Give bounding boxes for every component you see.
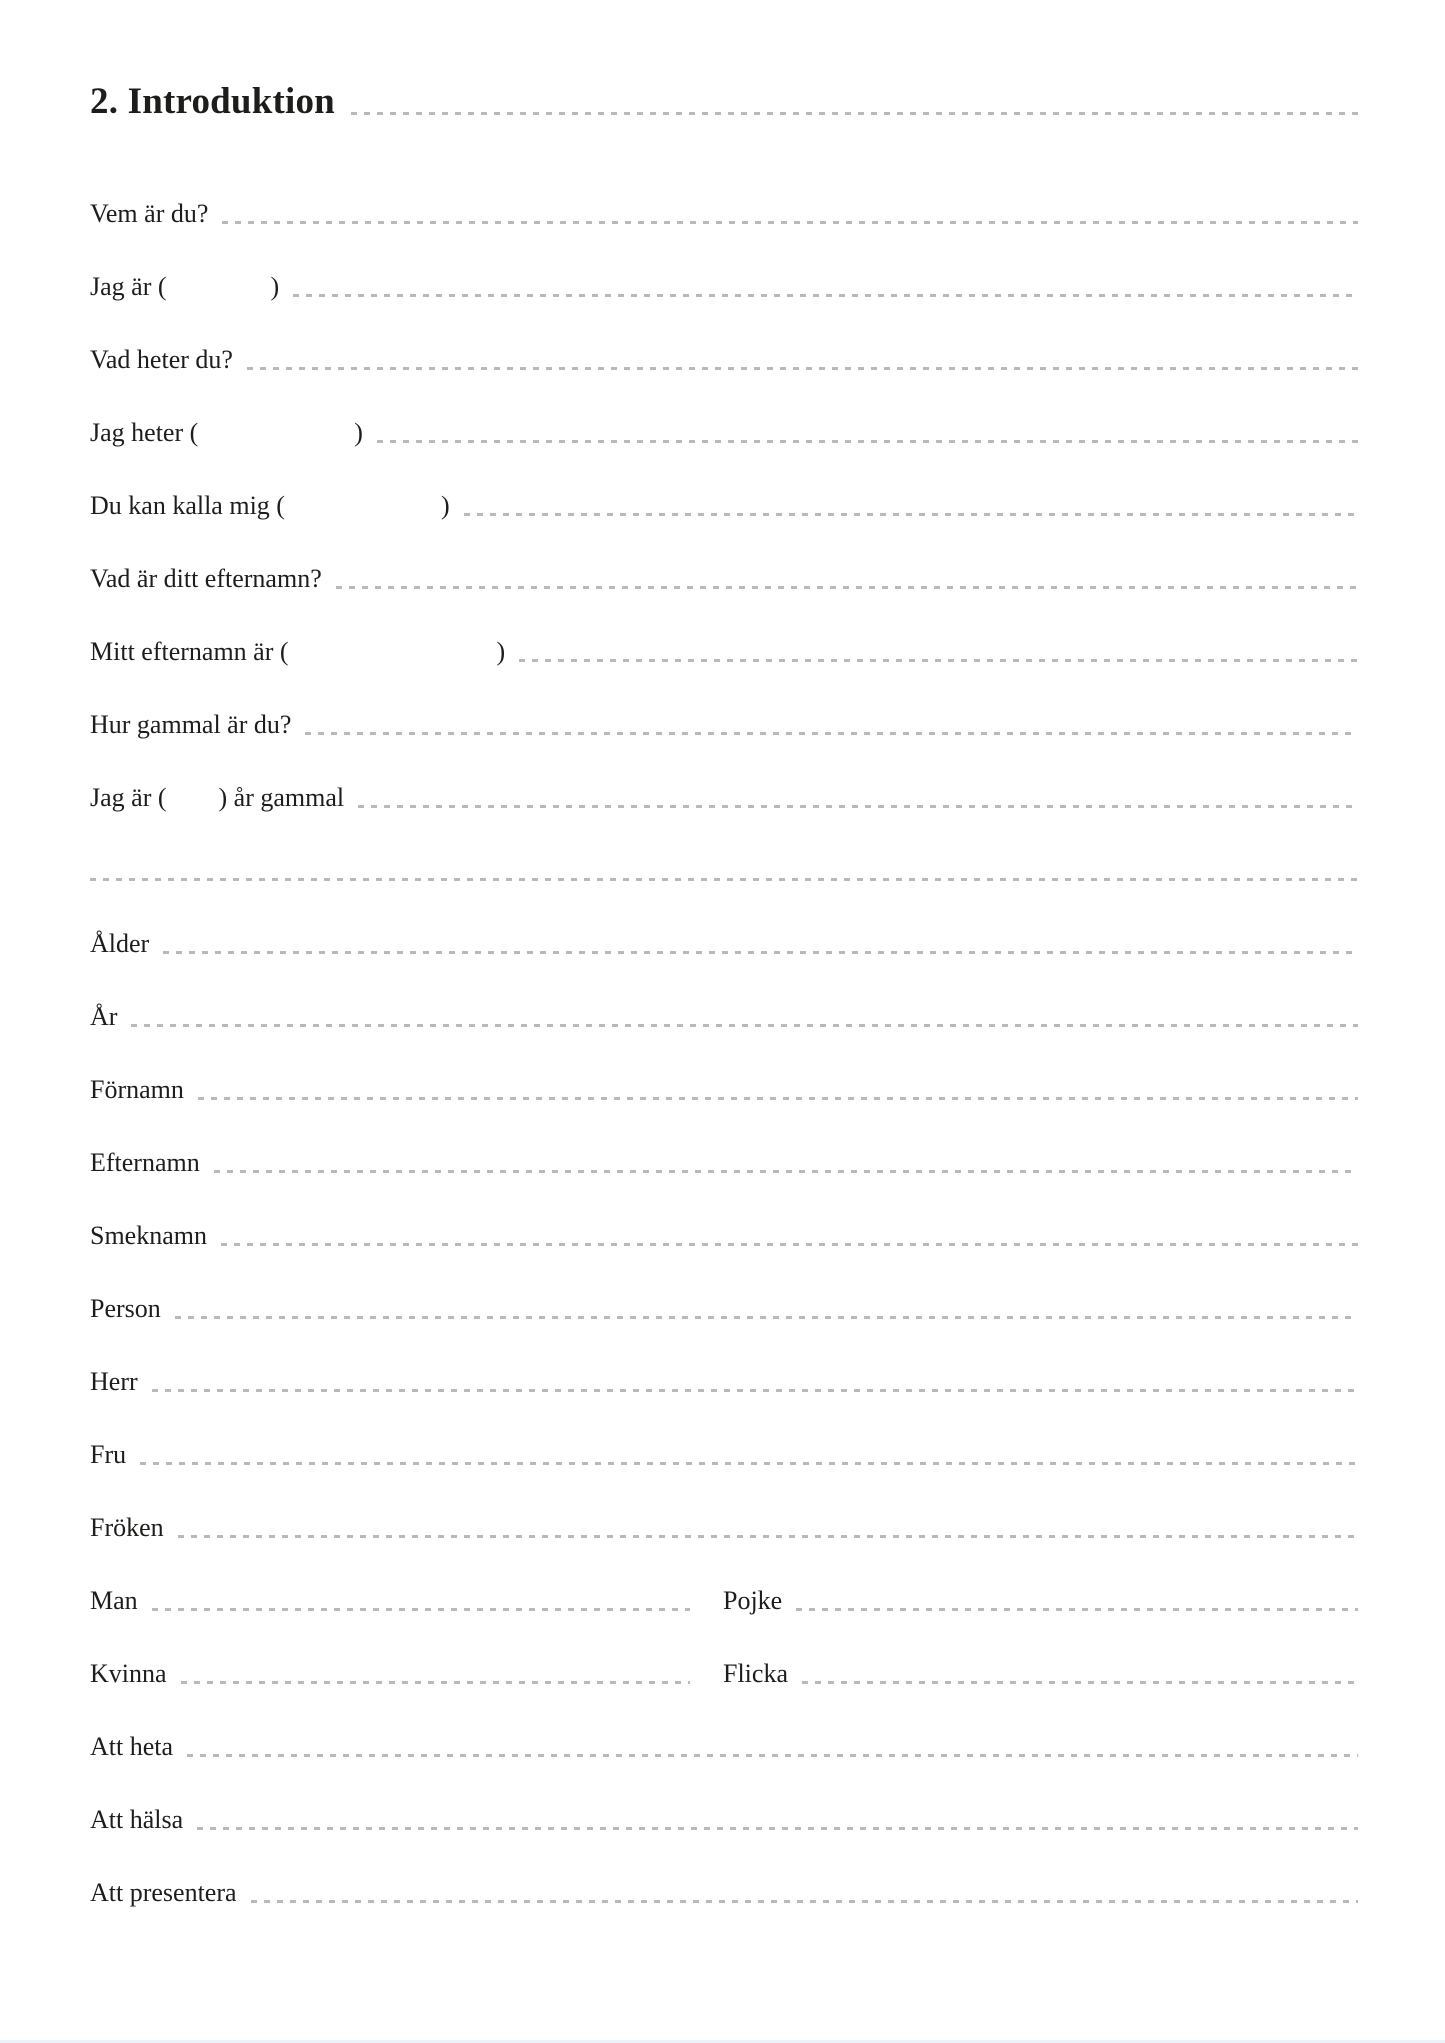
question-label: Vad heter du? [90, 345, 233, 374]
question-row [90, 227, 1358, 300]
vocab-label: Fru [90, 1440, 127, 1469]
fill-in-line [152, 1389, 1358, 1392]
fill-in-line [221, 1243, 1358, 1246]
fill-in-line [305, 732, 1358, 735]
question-label: Mitt efternamn är ( ) [90, 637, 506, 666]
vocab-label: Smeknamn [90, 1221, 207, 1250]
question-row [90, 373, 1358, 446]
fill-in-line [802, 1681, 1358, 1684]
question-row [90, 300, 1358, 373]
vocab-label: Pojke [723, 1586, 783, 1615]
question-row [90, 446, 1358, 519]
pair-right [723, 1541, 1358, 1614]
vocab-row [90, 1395, 1358, 1468]
vocab-label: Man [90, 1586, 138, 1615]
fill-in-line [336, 586, 1358, 589]
vocab-label: Flicka [723, 1659, 788, 1688]
fill-in-line [178, 1535, 1358, 1538]
verb-row [90, 1833, 1358, 1906]
question-row [90, 665, 1358, 738]
question-label: Jag är ( ) [90, 272, 280, 301]
vocab-pair-row [90, 1541, 1358, 1614]
vocab-row [90, 1176, 1358, 1249]
vocab-label: Fröken [90, 1513, 164, 1542]
fill-in-line [358, 805, 1358, 808]
question-label: Hur gammal är du? [90, 710, 292, 739]
question-label: Jag är ( ) år gammal [90, 783, 345, 812]
question-row [90, 738, 1358, 811]
verb-label: Att hälsa [90, 1805, 184, 1834]
vocab-label: Herr [90, 1367, 138, 1396]
verb-row [90, 1760, 1358, 1833]
fill-in-line [198, 1097, 1358, 1100]
separator-line [90, 878, 1358, 881]
vocab-label: Förnamn [90, 1075, 184, 1104]
question-label: Jag heter ( ) [90, 418, 363, 447]
fill-in-line [187, 1754, 1358, 1757]
spacer [90, 120, 1358, 154]
vocab-row [90, 1103, 1358, 1176]
fill-in-line [351, 112, 1358, 115]
vocab-row [90, 1468, 1358, 1541]
vocab-label: Kvinna [90, 1659, 167, 1688]
worksheet-content [90, 0, 1358, 1906]
fill-in-line [140, 1462, 1358, 1465]
vocab-label: Efternamn [90, 1148, 200, 1177]
vocab-row [90, 1249, 1358, 1322]
vocab-row [90, 1030, 1358, 1103]
page-title: 2. Introduktion [90, 81, 335, 122]
vocab-row [90, 884, 1358, 957]
fill-in-line [175, 1316, 1358, 1319]
question-row [90, 519, 1358, 592]
fill-in-line [464, 513, 1358, 516]
verb-label: Att presentera [90, 1878, 237, 1907]
vocab-row [90, 957, 1358, 1030]
fill-in-line [163, 951, 1358, 954]
pair-right [723, 1614, 1358, 1687]
vocab-label: Ålder [90, 929, 150, 958]
pair-left [90, 1614, 690, 1687]
fill-in-line [222, 221, 1358, 224]
fill-in-line [152, 1608, 690, 1611]
fill-in-line [131, 1024, 1358, 1027]
fill-in-line [377, 440, 1358, 443]
question-row [90, 592, 1358, 665]
vocab-pair-row [90, 1614, 1358, 1687]
question-row [90, 154, 1358, 227]
fill-in-line [796, 1608, 1358, 1611]
question-label: Du kan kalla mig ( ) [90, 491, 450, 520]
title-row [90, 0, 1358, 120]
fill-in-line [293, 294, 1358, 297]
question-label: Vem är du? [90, 199, 209, 228]
verb-label: Att heta [90, 1732, 174, 1761]
fill-in-line [247, 367, 1358, 370]
question-label: Vad är ditt efternamn? [90, 564, 322, 593]
fill-in-line [214, 1170, 1358, 1173]
fill-in-line [181, 1681, 690, 1684]
pair-left [90, 1541, 690, 1614]
vocab-label: Person [90, 1294, 161, 1323]
vocab-row [90, 1322, 1358, 1395]
fill-in-line [519, 659, 1358, 662]
verb-row [90, 1687, 1358, 1760]
separator-row [90, 811, 1358, 884]
fill-in-line [251, 1900, 1358, 1903]
vocab-label: År [90, 1002, 118, 1031]
fill-in-line [197, 1827, 1358, 1830]
